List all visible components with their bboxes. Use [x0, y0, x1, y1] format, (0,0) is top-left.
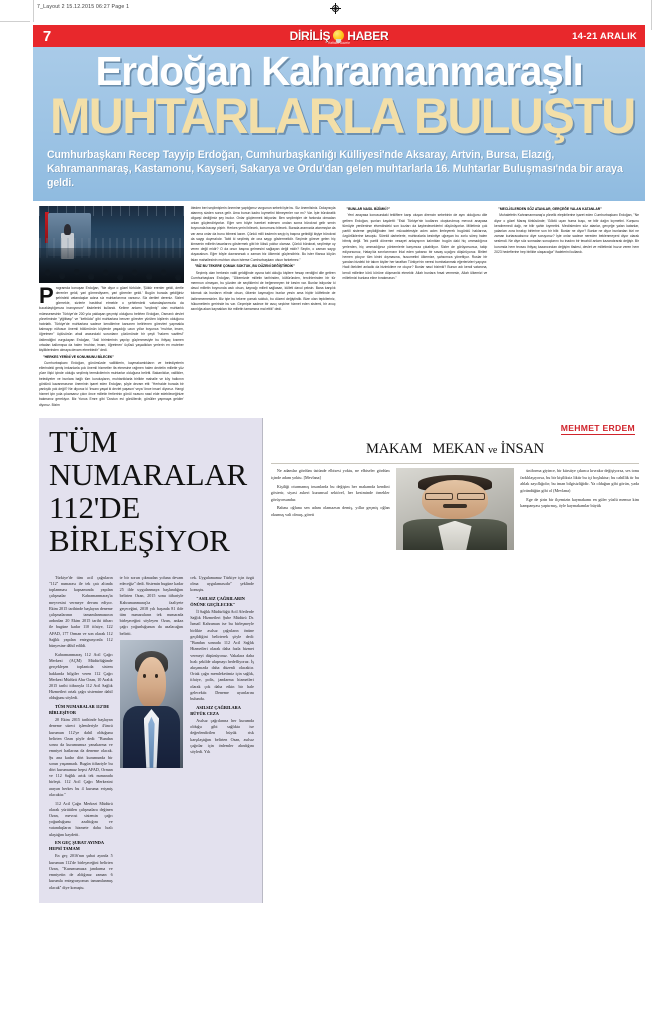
columnist-body	[271, 468, 639, 553]
secondary-column-2	[120, 575, 184, 894]
story-subhead: "HERKES YERİNİ VE KONUMUNU BİLECEK"	[43, 354, 114, 359]
page-folio-number: 7	[42, 27, 52, 45]
story-paragraph: öteden beri seçilmişlerin önemine yaptığımız vurgunun sebebi işte bu. Siz önemlisiniz. Dolayısıyla atanmış sizden sonra gelir. Ama bunun kadro kıymetini bilmeyenler var mı? Var. İşte bürokratik oligarşi dediğimiz şey budur. Onlar güçlenmek istiyorlar. Ben seçilmişler de farkında olmadan onları güçlendiriyorlar. Eğer sen böyle hareket edersen ondan sonra bürokrat gelir senin boynunda bacayı pişirir. Herkes yerini bilecek, konumunu bilecek. Burada aramızda atanmışlar da var ama onlar da bunu bilmesi lazım. Çünkü milli iradenin seçip iş başına getirdiği kişiye bürokrat da saygı duymalıdır. Tabii ki seçilmiş de ona saygı göstermelidir. Seçimle göreve gelen hiç kimsenin milletin tasarlarını göstermek gibi bir lüksü yoktur olamaz. Çünkü bürokrat, seçilmişe oy veren değil midir? O da onun başına gelmesini sağlayan değil midir? Seçtin, o zaman saygı duyacaksın. Eğer böyle davranırsak o zaman biz ülkemizi güçlendiririz. Bu ister filanca köyün falan mahallesinin muhtarı olsun isterse Cumhurbaşkanı olsun farketmez."	[190, 205, 336, 262]
lower-section	[33, 409, 645, 903]
secondary-subhead: TÜM NUMARALAR 112'DE BİRLEŞİYOR	[49, 704, 110, 715]
columnist-title-part-1: MAKAM	[366, 441, 423, 458]
secondary-column-3	[190, 575, 254, 894]
columnist-portrait-photo	[396, 468, 515, 550]
story-paragraph: Programda konuşan Erdoğan, "Ne diyor o güzel türküde, 'Şükür erenler geldi, dertle derenler geldi, yari görmediysem, yari görenler geldi.' Bugün burada geldiğiniz şehirdeki vatandaşlar adına siz muhtarlarımız varsınız. Siz dertleri dereniz. Sizleri görmekle, sizlerle hasbihal etmekle o şehirlerdeki vatandaşlarımızla da kucaklaştığımıza inanıyorum" ifadelerini kullandı. Kelime anlamı "seçilmiş" olan muhtarlık müessesesinin Türkiye'de 200 yıla yaklaşan geçmişi olduğunu belirten Erdoğan, Osmanlı devlet yönetiminde "yiğitbaşı" ve "kethüda" gibi muhtarlara benzer görevler yürüten kişilerin olduğunu hatırlattı. Türkiye'de muhtarlara sadece kendilerine kanunen belirlenen görevleri yapmakla kalmayıp nüfusun önemli bölümünün köylerde yaşadığı uzun yıllar boyunca "muhtar, imam, öğretmen" üçlüsünün ahali arasındaki sorunların çözümünde bir çeşit "hakem vazifesi" üstlendiğini vurgulayan Erdoğan, "Asli birimlerinin yapılıp güçlenmesiyle bu ihtiyaç kısmen ortadan kalkmışsa da halen 'muhtar, imam, öğretmen' üçlüsü yaşadıkları yerlerin en muteber kişiliklerinden olmaya devam etmektedir" dedi.	[39, 282, 184, 353]
columnist-byline: MEHMET ERDEM	[560, 423, 635, 434]
newspaper-page	[33, 25, 645, 1010]
columnist-byline-wrap	[271, 418, 639, 436]
story-paragraph: Cumhurbaşkanı Erdoğan, günümüzde valiliklerin, kaymakamlıkların ve belediyelerin ellerindeki geniş imkanlarla çok önemli hizmetler ifa etmesine rağmen halen devletin milletle yüz yüze ilişki içinde olduğu seçilmiş temsilcilerinin muhtarlar olduğuna belirtti. Bakanlıklar, valilikler, belediyeler ve bunlara bağlı tüm kuruluşların, muhtarlıklarla birlikte mahalle ve köy halkının gönlünü kazanmasının öneminin işaret eden Erdoğan, şöyle devam etti: "Herhalde burada bir yanlışlık yok değil? Ne diyoruz ki 'İnsanı yaşat ki devlet yaşasın' veya 'önce insan' diyoruz. Hangi hizmet için yola çıkarsanız çıkın önce milletin fertlerinin gönül rızasını nasıl elde edebileceğinize bakmanız gerekiyor. Biz Yunus Emre gibi 'Dostun evi gönüllerdir, gönüller yapmaya geldim' diyoruz. Bizim	[39, 360, 184, 407]
secondary-subhead: EN GEÇ ŞUBAT AYINDA HEPSİ TAMAM	[49, 840, 104, 852]
secondary-subhead: ASILSIZ ÇAĞRILARA BÜYÜK CEZA	[190, 704, 241, 716]
columnist-title	[271, 441, 639, 458]
columnist-paragraph: Ne adamlar gördüm üstünde elbisesi yoktu, ne elbiseler gördüm içinde adam yoktu. [Mevlana]	[270, 468, 390, 480]
official-portrait-photo	[120, 640, 184, 768]
columnist-title-joiner: ve	[488, 445, 498, 457]
story-column-2	[191, 206, 336, 410]
secondary-story	[39, 418, 263, 903]
headline-line-1: Erdoğan Kahramanmaraşlı	[95, 48, 583, 94]
story-column-4	[494, 206, 639, 410]
logo-tagline: Haftalık Gazete	[328, 41, 350, 45]
story-paragraph: Muhalefetin Kahramanmaraş'a yönelik eleştirilerine işaret eden Cumhurbaşkanı Erdoğan, "Ne diyor o güzel Maraş türküsünde; 'Göktü uçan huma kuşu, ne bilir dağın kıymetini. Kurşunu kendiremedi dağı, ne bilir şahin kıymetini. Meclislerden söz atanlar, gerçeğe yalan katanlar, yalanları zora bırakıp birlerine son bir bilir. Bunlar ne diyor? Bunlar ne diyor bunlardan bizi ne zaman kurtaracaksınız diye soruyoruz? İşte onlar sadece nereden beklenmeyeni diyor olarak seslendi. Ne diye söz sonradan sonuçlarını bu inadını bir tecahül anlam kazandırarak değişir. Bir kurumda hem tevazu ihtiyaç kazancından değişim ifadesi, devlet ve milletimizi huzur veren hem 2023 hedeflerine hep birlikte ulaşacağız" ifadelerini kullandı.	[494, 213, 639, 254]
columnist-paragraph: Ege de şirin bir ilçemizin kaymakamı en güler yüzlü memur kim kampanyası yaptırmış, öyle kaymakamlar büyük	[520, 496, 639, 508]
publication-logo	[279, 29, 399, 43]
issue-dateline: 14-21 ARALIK	[572, 30, 637, 42]
story-subhead: "MECLİSLERDEN SÖZ ATANLAR, GERÇEĞE YALAN KATANLAR"	[498, 207, 602, 212]
logo-word-haber: HABER	[347, 29, 389, 43]
secondary-paragraph: 112 Acil Çağrı Merkezi Müdürü olarak yürütülen çalışmalara değinen Ozan, mevcut sistemin çağrı yoğunluğunu azalttığını ve vatandaşların hizmete daha hızlı ulaştığını kaydetti.	[49, 800, 113, 837]
columnist-title-part-3: İNSAN	[500, 441, 544, 458]
crop-rule-top	[0, 21, 30, 22]
secondary-paragraph: cek. Uygulamamız Türkiye için özgü olma uygulamasıdır" şeklinde konuştu.	[190, 574, 254, 593]
secondary-paragraph: 20 Ekim 2015 tarihinde başlayan deneme süreci işlemleriyle 4'üncü kurumun 112'ye dahil olduğunu belirten Ozan şöyle dedi: "Bundan sonra da kurumumuz yanakarma ve emniyet hatlarına da deneme olacak. Şu ana kadar dört kurumunda bir sorun yaşanmadı. Bugün itibariyle bu dört kurumumuz hepsi AFAD, Orman ve 112 Sağlık artık tek numarada birleşti. 112 Acil Çağrı Merkezini arayan herkes bu 4 kuruma erişmiş olacaktır."	[49, 717, 113, 797]
columnist-paragraph: Babası oğluna sen adam olamazsın demiş, yıllar geçmiş oğlan okumuş vali olmuş, göreti	[270, 505, 390, 517]
columnist-paragraph: Kişiliği oturmamış insanlarda bu değişim her makamda kendini gösterir, siyasi askeri kurumsal sektörel, her kesiminde örnekler görüyorsundur.	[270, 483, 390, 502]
story-column-1	[39, 206, 184, 410]
story-paragraph: Seçimiş olan herkesin vakti geldiğinde oyuna tabi olduğu kişilere hesap verdiğini dile getiren Cumhurbaşkanı Erdoğan, "Ülkemizde milletin tarihinden, kültüründen, tercihlerinden bir tür memnun olmayan, bu yüzden de seçtiklerini de beğenmeyen bir kesim var. Bunlar istiyorlar ki davul milletin boynunda asılı olsun, kaynağı milleti sağlasan, külleti davul çeksin. Bana karşılık tokmak da bunların elinde olsun, ülkenin kaymağını bunlar yesin ama hiçbir külfetinde de üstlenmemesinler. Biz işte bu tekere çomak soktuk, bu düzeni değiştirdik. Bize olan tepkileriniz, hükumetlerin geririnde bu var. Geçmişte sadece bir avuç seçkine hizmet eden sistemi, bir avuç azınlığa akan kaynakları biz milletin tamamına mal ettik" dedi.	[190, 270, 336, 311]
secondary-paragraph: Kahramanmaraş 112 Acil Çağrı Merkezi (AÇM) Müdürlüğünde gerçekleşen toplantıda sistem hakkında bilgiler veren 112 Çağrı Merkezi Müdürü Ahır Ozan, 10 Aralık 2015 tarihi itibarıyla 112 Acil Sağlık Hizmetleri ortak çağrı sistemine dahil olduğunu söyledi.	[49, 651, 113, 701]
columnist-paragraph: üniforma giyince, bir kürsüye çıkınca kıvrakır değişiyorsa, ses tonu farklılaşıyorsa, bu bir kişiliksiz liktir bu içi boşluktur; bu cahillik tir bu ahlak zayıflığıdır; bu iman bilgisizliğidir. Ya olduğun gibi görün, yada göründüğün gibi ol (Mevlana)	[520, 468, 639, 493]
columnist-divider	[271, 463, 639, 464]
crop-rule-right	[651, 0, 652, 30]
story-subhead: "BUNLAR NASIL BİZİMKİ?"	[346, 207, 391, 212]
columnist-title-part-2: MEKAN	[432, 441, 485, 458]
main-story-columns	[39, 206, 639, 410]
story-paragraph: Yeni anayasa konusundaki tekliflere karşı oluşan direncin sebebinin de aynı olduğunu dile getiren Erdoğan, şunları kaydetti: "Eski Türkiye'nin kodlarını oluşturulmuş mevcut anayasa tümüyle yenilenirse elverdindeki son kozları da kaybedeceklerini düşünüyorlar. Milletimiz çok partili sisteme geçildiğinden beri mücadelesiyle adım adım ilerleyerek bugünkü haklarına, özgürlüklerine kavuştu. Sürekli darbelerle, muhtıralarla kesintiye uğrayan bu zorlu süreç halen bitmiş değil. Tek partili dönemin vesayet anlayışının kalıntıları bugün daki hiç ummadığınız yerlerden, hiç ummadığınız yöntemlerle karşımıza çıkabiliyor. Sizler de görüyorsunuz, takip ediyorsunuz, Hatay'da sınırlarımızın ihlal eden yabancı bir savaş uçağını düşürüyoruz. Birileri hemen çıkıyor tüm kinini dışmasına, husumetini ülkemize, şahsımıza yöneltiyor. Ruslar bir yandan bizdeki bir takım kişiler her taraftan Türkiye'nin neresi bombalanmak eğerlerizleri yapıyor. Hadi ötekileri anladık da bizimkilere ne oluyor? Bunlar nasıl bizimki? Bunun adı kendi vatanına, kendi milletine körü körüne düşmanlık etmektir. Allah bunlara fırsat vermesin, Allah ülkemizi ve milletimizi bunlara eline bırakmasın."	[342, 213, 488, 280]
crop-rule-left	[33, 0, 34, 22]
logo-word-dirilis: DİRİLİŞ	[289, 29, 331, 43]
secondary-paragraph: Türkiye'de tüm acil çağrıların "112" numarası ile tek çatı altında toplanması kapsamında yapılan çalışmalar Kahramanmaraş'ta meyvesini vermeye devam ediyor. Ekim 2015 tarihinde başlayan deneme çalışmalarının tamamlanmasının ardından 20 Ekim 2015 tarihi itibarı ile bugüne kadar 110 itfaiye, 122 AFAD, 177 Orman ve son olarak 112 Sağlık yapılan entegrasyonla 112 bünyesine dâhil edildi.	[49, 574, 113, 649]
masthead-bar	[33, 25, 645, 47]
secondary-paragraph: Asılsız çağrılarına her kurumda olduğu gibi sağlıkta ise değerlendirilen büyük risk karşılaştığını belirten Ozan, asılsız çağrılar için önlemler alındığını söyledi. Yılı	[190, 717, 254, 754]
main-story	[33, 201, 645, 410]
secondary-headline-block	[39, 418, 263, 567]
secondary-headline-line-2: 112'DE BİRLEŞİYOR	[49, 490, 230, 558]
secondary-paragraph: te bir sorun çıkmadan yoluna devam edeceğiz" dedi. Sistemin bugüne kadar 25 ilde uygulanmaya başlandığını belirten Ozan, 2015 sonu itibariyle Kahramanmaraş'ta faaliyete geçeceğini, 2018 yılı başında 81 ilde tüm numaraların tek numarada birleşeceğini söyleyen Ozan, ankaz çağrı yoğunluğunun da azalacağını belirtti.	[119, 574, 184, 636]
page-bottom-bleed	[33, 1004, 645, 1010]
columnist-column-photo	[396, 468, 515, 553]
secondary-column-1	[49, 575, 113, 894]
assembly-hall-photo	[39, 206, 184, 283]
secondary-subhead: "ASILSIZ ÇAĞRILARIN ÖNÜNE GEÇİLECEK"	[190, 595, 245, 607]
secondary-paragraph: En geç 2016'nın şubat ayında 5 kurumun 112'de birleşeceğini belirten Ozan, "Kurumumuza jandarma ve emniyetin de aldığınız zaman 6 kurumla entegrasyonun tamamlanmış olacak" diye konuştu.	[49, 853, 113, 890]
secondary-paragraph: İl Sağlık Müdürlüğü Acil Afetlerde Sağlık Hizmetleri Şube Müdürü Dr. İsmail Kahraman ise bu birleşmeyle birlikte asılsız çağrıların önüne geçildiğini belirterek şöyle dedi: "Bundan sonrada 112 Acil Sağlık Hizmetleri olarak daha fazla hizmet vermeyi düşünüyoruz. Vakalara daha hızlı şekilde ulaşmayı hedefliyoruz. İş akışımızda daha düzenli olacaktır. Ortak çağrı memleketimiz için sağlık, itfaiye, polis, jandarma hizmetleri olarak çok daha etkin bir hale gelecektir. Deneme uyarılarını bulundu.	[190, 608, 254, 702]
headline-line-2: MUHTARLARLA BULUŞTU	[49, 87, 635, 144]
print-slugline: 7_Layout 2 15.12.2015 06:27 Page 1	[37, 4, 130, 10]
story-column-3	[343, 206, 488, 410]
columnist-column-right	[520, 468, 639, 553]
columnist-column-left	[271, 468, 390, 553]
story-subhead: "BİZ BU TEKERE ÇOMAK SOKTUK, BU DÜZENİ DEĞİŞTİRDİK"	[194, 264, 295, 269]
hero-standfirst: Cumhurbaşkanı Recep Tayyip Erdoğan, Cumhurbaşkanlığı Külliyesi'nde Aksaray, Artvin, Bursa, Elazığ, Kahramanmaraş, Kastamonu, Kayseri, Sakarya ve Ordu'dan gelen muhtarlarla 16. Muhtarlar Buluşması'nda bir araya geldi.	[47, 148, 623, 189]
columnist-section	[271, 418, 639, 903]
hero-block	[33, 47, 645, 201]
print-registration-strip	[0, 0, 670, 22]
secondary-headline-line-1: TÜM NUMARALAR	[49, 424, 247, 493]
secondary-story-columns	[39, 568, 263, 904]
registration-mark-icon	[330, 3, 341, 14]
